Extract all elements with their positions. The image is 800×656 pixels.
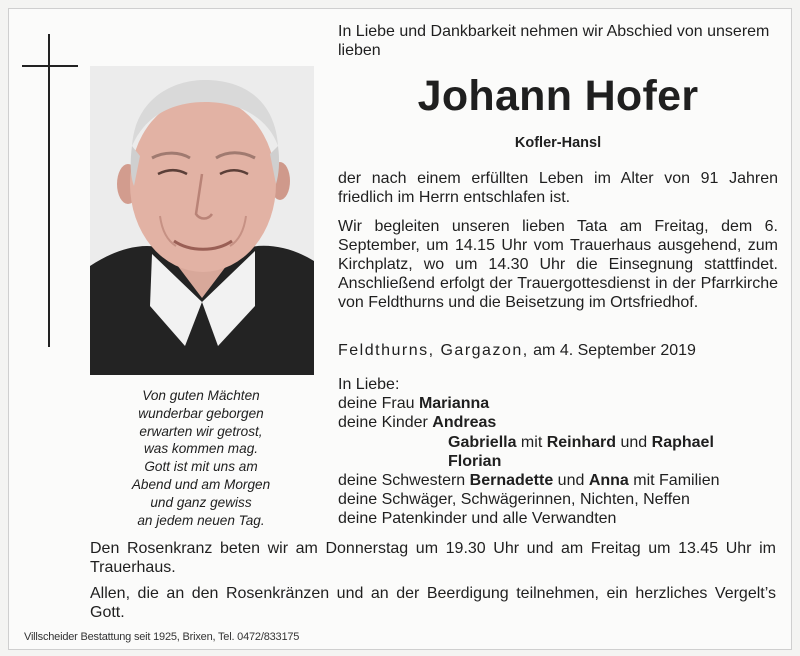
connector-text: mit Familien [628, 472, 720, 490]
survivor-children [338, 413, 778, 432]
survivor-name: Florian [448, 452, 502, 470]
survivor-children-cont [338, 452, 778, 471]
survivor-name: Reinhard [546, 433, 617, 451]
cross-icon-bar [22, 65, 78, 67]
survivor-name: Gabriella [448, 433, 517, 451]
survivor-in-laws: deine Schwäger, Schwägerinnen, Nichten, Neffen [338, 491, 690, 509]
relation-label: deine Kinder [338, 414, 433, 432]
survivor-name: Anna [588, 472, 629, 490]
quote-line: wunderbar geborgen [138, 405, 264, 421]
notice-date: am 4. September 2019 [533, 342, 696, 359]
connector-text: und [553, 472, 589, 490]
survivors-list [338, 375, 778, 529]
quote-line: Von guten Mächten [142, 388, 260, 403]
survivor-name: Raphael [651, 433, 714, 451]
survivors-heading: In Liebe: [338, 376, 400, 393]
connector-text: mit [516, 433, 547, 451]
rosary-text: Den Rosenkranz beten wir am Donnerstag um 19.30 Uhr und am Freitag um 13.45 Uhr im Trauerhaus. [90, 540, 776, 576]
quote-verse [96, 387, 306, 529]
survivor-wife [338, 394, 778, 413]
quote-line: Gott ist mit uns am [144, 459, 258, 475]
survivor-name: Marianna [418, 395, 490, 413]
quote-line: Abend und am Morgen [131, 476, 271, 492]
relation-label: deine Frau [338, 395, 419, 413]
place: Feldthurns, Gargazon, [338, 342, 529, 359]
quote-line: erwarten wir getrost, [139, 423, 263, 439]
deceased-nickname: Kofler-Hansl [514, 135, 602, 151]
survivor-children-cont [338, 433, 778, 452]
deceased-name: Johann Hofer [417, 72, 699, 120]
funeral-details-text: Wir begleiten unseren lieben Tata am Freitag, dem 6. September, um 14.15 Uhr vom Trauerhaus ausgehend, zum Kirchplatz, wo um 14.30 Uhr die Einsegnung stattfindet. Anschließend erfolgt der Trauergottesdienst in der Pfarrkirche von Feldthurns und die Beisetzung im Ortsfriedhof. [338, 218, 778, 311]
survivor-sisters [338, 471, 778, 490]
survivor-name: Andreas [432, 414, 497, 432]
quote-line: was kommen mag. [143, 441, 259, 457]
place-date-line [338, 341, 778, 360]
survivor-godchildren: deine Patenkinder und alle Verwandten [338, 510, 617, 528]
survivor-name: Bernadette [469, 472, 554, 490]
death-notice-text: der nach einem erfüllten Leben im Alter von 91 Jahren friedlich im Herrn entschlafen ist. [338, 170, 778, 206]
intro-text: In Liebe und Dankbarkeit nehmen wir Abschied von unserem lieben [338, 23, 770, 59]
portrait-photo [90, 66, 314, 375]
quote-line: an jedem neuen Tag. [137, 512, 265, 528]
relation-label: deine Schwestern [338, 472, 470, 490]
thanks-text: Allen, die an den Rosenkränzen und an der Beerdigung teilnehmen, ein herzliches Vergelt’s Gott. [90, 585, 776, 621]
cross-icon [48, 34, 50, 347]
funeral-home-footer: Villscheider Bestattung seit 1925, Brixen, Tel. 0472/833175 [24, 631, 300, 643]
connector-text: und [616, 433, 652, 451]
quote-line: und ganz gewiss [150, 494, 252, 510]
